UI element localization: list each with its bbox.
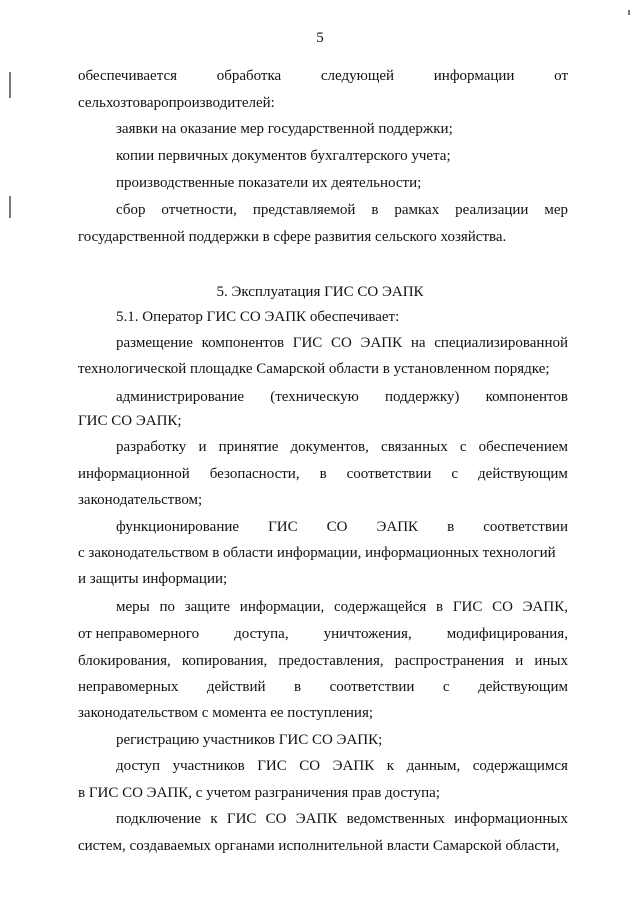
text-line-21: от неправомерного доступа, уничтожения, модифицирования, — [78, 626, 568, 642]
text-line-4: копии первичных документов бухгалтерского учета; — [116, 148, 451, 164]
text-line-29: систем, создаваемых органами исполнительной власти Самарской области, — [78, 838, 560, 854]
text-line-23: неправомерных действий в соответствии с действующим — [78, 679, 568, 695]
text-line-10: размещение компонентов ГИС СО ЭАПК на специализированной — [116, 335, 568, 351]
text-line-28: подключение к ГИС СО ЭАПК ведомственных информационных — [116, 811, 568, 827]
text-line-20: меры по защите информации, содержащейся в ГИС СО ЭАПК, — [116, 599, 568, 615]
scan-mark-left-top — [9, 72, 11, 98]
page-number: 5 — [316, 30, 324, 46]
text-line-26: доступ участников ГИС СО ЭАПК к данным, содержащимся — [116, 758, 568, 774]
text-line-16: законодательством; — [78, 492, 203, 508]
text-line-14: разработку и принятие документов, связанных с обеспечением — [116, 439, 568, 455]
text-line-1: обеспечивается обработка следующей информации от — [78, 68, 568, 84]
scan-mark-left-mid — [9, 196, 11, 218]
text-line-22: блокирования, копирования, предоставления, распространения и иных — [78, 653, 568, 669]
text-line-17: функционирование ГИС СО ЭАПК в соответствии — [116, 519, 568, 535]
text-line-7: государственной поддержки в сфере развития сельского хозяйства. — [78, 229, 507, 245]
text-line-19: и защиты информации; — [78, 571, 228, 587]
text-line-24: законодательством с момента ее поступления; — [78, 705, 374, 721]
text-line-2: сельхозтоваропроизводителей: — [78, 95, 275, 111]
text-line-6: сбор отчетности, представляемой в рамках реализации мер — [116, 202, 568, 218]
text-line-13: ГИС СО ЭАПК; — [78, 413, 182, 429]
text-line-12: администрирование (техническую поддержку) компонентов — [116, 389, 568, 405]
section-title: 5. Эксплуатация ГИС СО ЭАПК — [216, 284, 424, 300]
text-line-18: с законодательством в области информации, информационных технологий — [78, 545, 556, 561]
text-line-11: технологической площадке Самарской области в установленном порядке; — [78, 361, 550, 377]
text-line-27: в ГИС СО ЭАПК, с учетом разграничения прав доступа; — [78, 785, 440, 801]
text-line-25: регистрацию участников ГИС СО ЭАПК; — [116, 732, 383, 748]
scan-mark-right — [628, 10, 630, 15]
text-line-15: информационной безопасности, в соответствии с действующим — [78, 466, 568, 482]
text-line-5: производственные показатели их деятельности; — [116, 175, 422, 191]
text-line-3: заявки на оказание мер государственной поддержки; — [116, 121, 453, 137]
text-line-9: 5.1. Оператор ГИС СО ЭАПК обеспечивает: — [116, 309, 400, 325]
